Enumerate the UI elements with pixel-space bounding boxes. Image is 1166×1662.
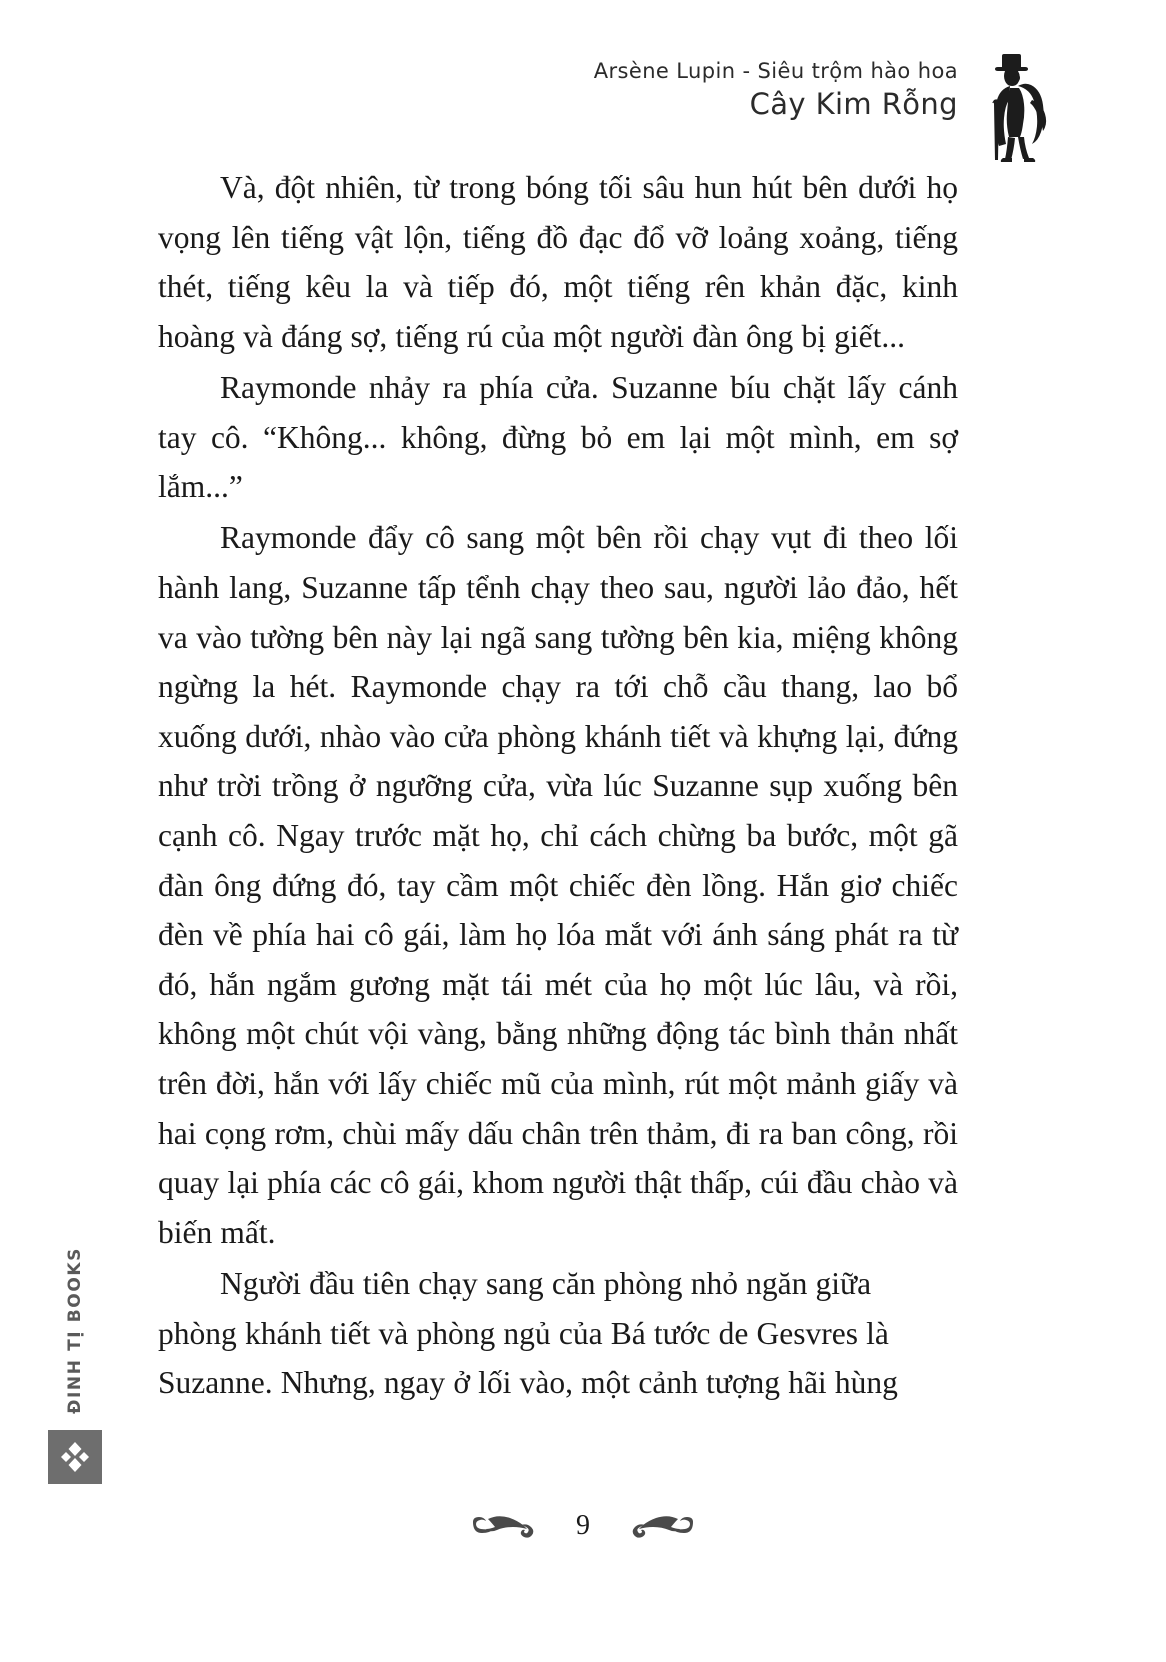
book-title: Cây Kim Rỗng	[749, 87, 958, 122]
page-number: 9	[576, 1510, 590, 1541]
diamond-cluster-logo-icon	[48, 1430, 102, 1484]
lupin-silhouette-icon	[972, 48, 1056, 168]
publisher-name: ĐINH TỊ BOOKS	[65, 1247, 85, 1414]
paragraph: Người đầu tiên chạy sang căn phòng nhỏ ngăn giữa phòng khánh tiết và phòng ngủ của Bá tước de Gesvres là Suzanne. Nhưng, ngay ở lối vào, một cảnh tượng hãi hùng	[158, 1266, 898, 1401]
flourish-ornament-icon	[626, 1513, 696, 1539]
running-header	[594, 48, 1056, 168]
publisher-spine-mark	[48, 1247, 102, 1484]
header-text-block	[594, 48, 958, 123]
page-footer	[0, 1510, 1166, 1542]
flourish-ornament-icon	[470, 1513, 540, 1539]
series-title: Arsène Lupin - Siêu trộm hào hoa	[593, 59, 958, 83]
body-text-column	[158, 163, 958, 1409]
paragraph: Raymonde nhảy ra phía cửa. Suzanne bíu chặt lấy cánh tay cô. “Không... không, đừng bỏ em lại một mình, em sợ lắm...”	[158, 370, 958, 505]
paragraph: Và, đột nhiên, từ trong bóng tối sâu hun hút bên dưới họ vọng lên tiếng vật lộn, tiếng đồ đạc đổ vỡ loảng xoảng, tiếng thét, tiếng kêu la và tiếp đó, một tiếng rên khản đặc, kinh hoàng và đáng sợ, tiếng rú của một người đàn ông bị giết...	[158, 170, 958, 354]
paragraph: Raymonde đẩy cô sang một bên rồi chạy vụt đi theo lối hành lang, Suzanne tấp tểnh chạy theo sau, người lảo đảo, hết va vào tường bên này lại ngã sang tường bên kia, miệng không ngừng la hét. Raymonde chạy ra tới chỗ cầu thang, lao bổ xuống dưới, nhào vào cửa phòng khánh tiết và khựng lại, đứng như trời trồng ở ngưỡng cửa, vừa lúc Suzanne sụp xuống bên cạnh cô. Ngay trước mặt họ, chỉ cách chừng ba bước, một gã đàn ông đứng đó, tay cầm một chiếc đèn lồng. Hắn giơ chiếc đèn về phía hai cô gái, làm họ lóa mắt với ánh sáng phát ra từ đó, hắn ngắm gương mặt tái mét của họ một lúc lâu, và rồi, không một chút vội vàng, bằng những động tác bình thản nhất trên đời, hắn với lấy chiếc mũ của mình, rút một mảnh giấy và hai cọng rơm, chùi mấy dấu chân trên thảm, đi ra ban công, rồi quay lại phía các cô gái, khom người thật thấp, cúi đầu chào và biến mất.	[158, 520, 958, 1250]
